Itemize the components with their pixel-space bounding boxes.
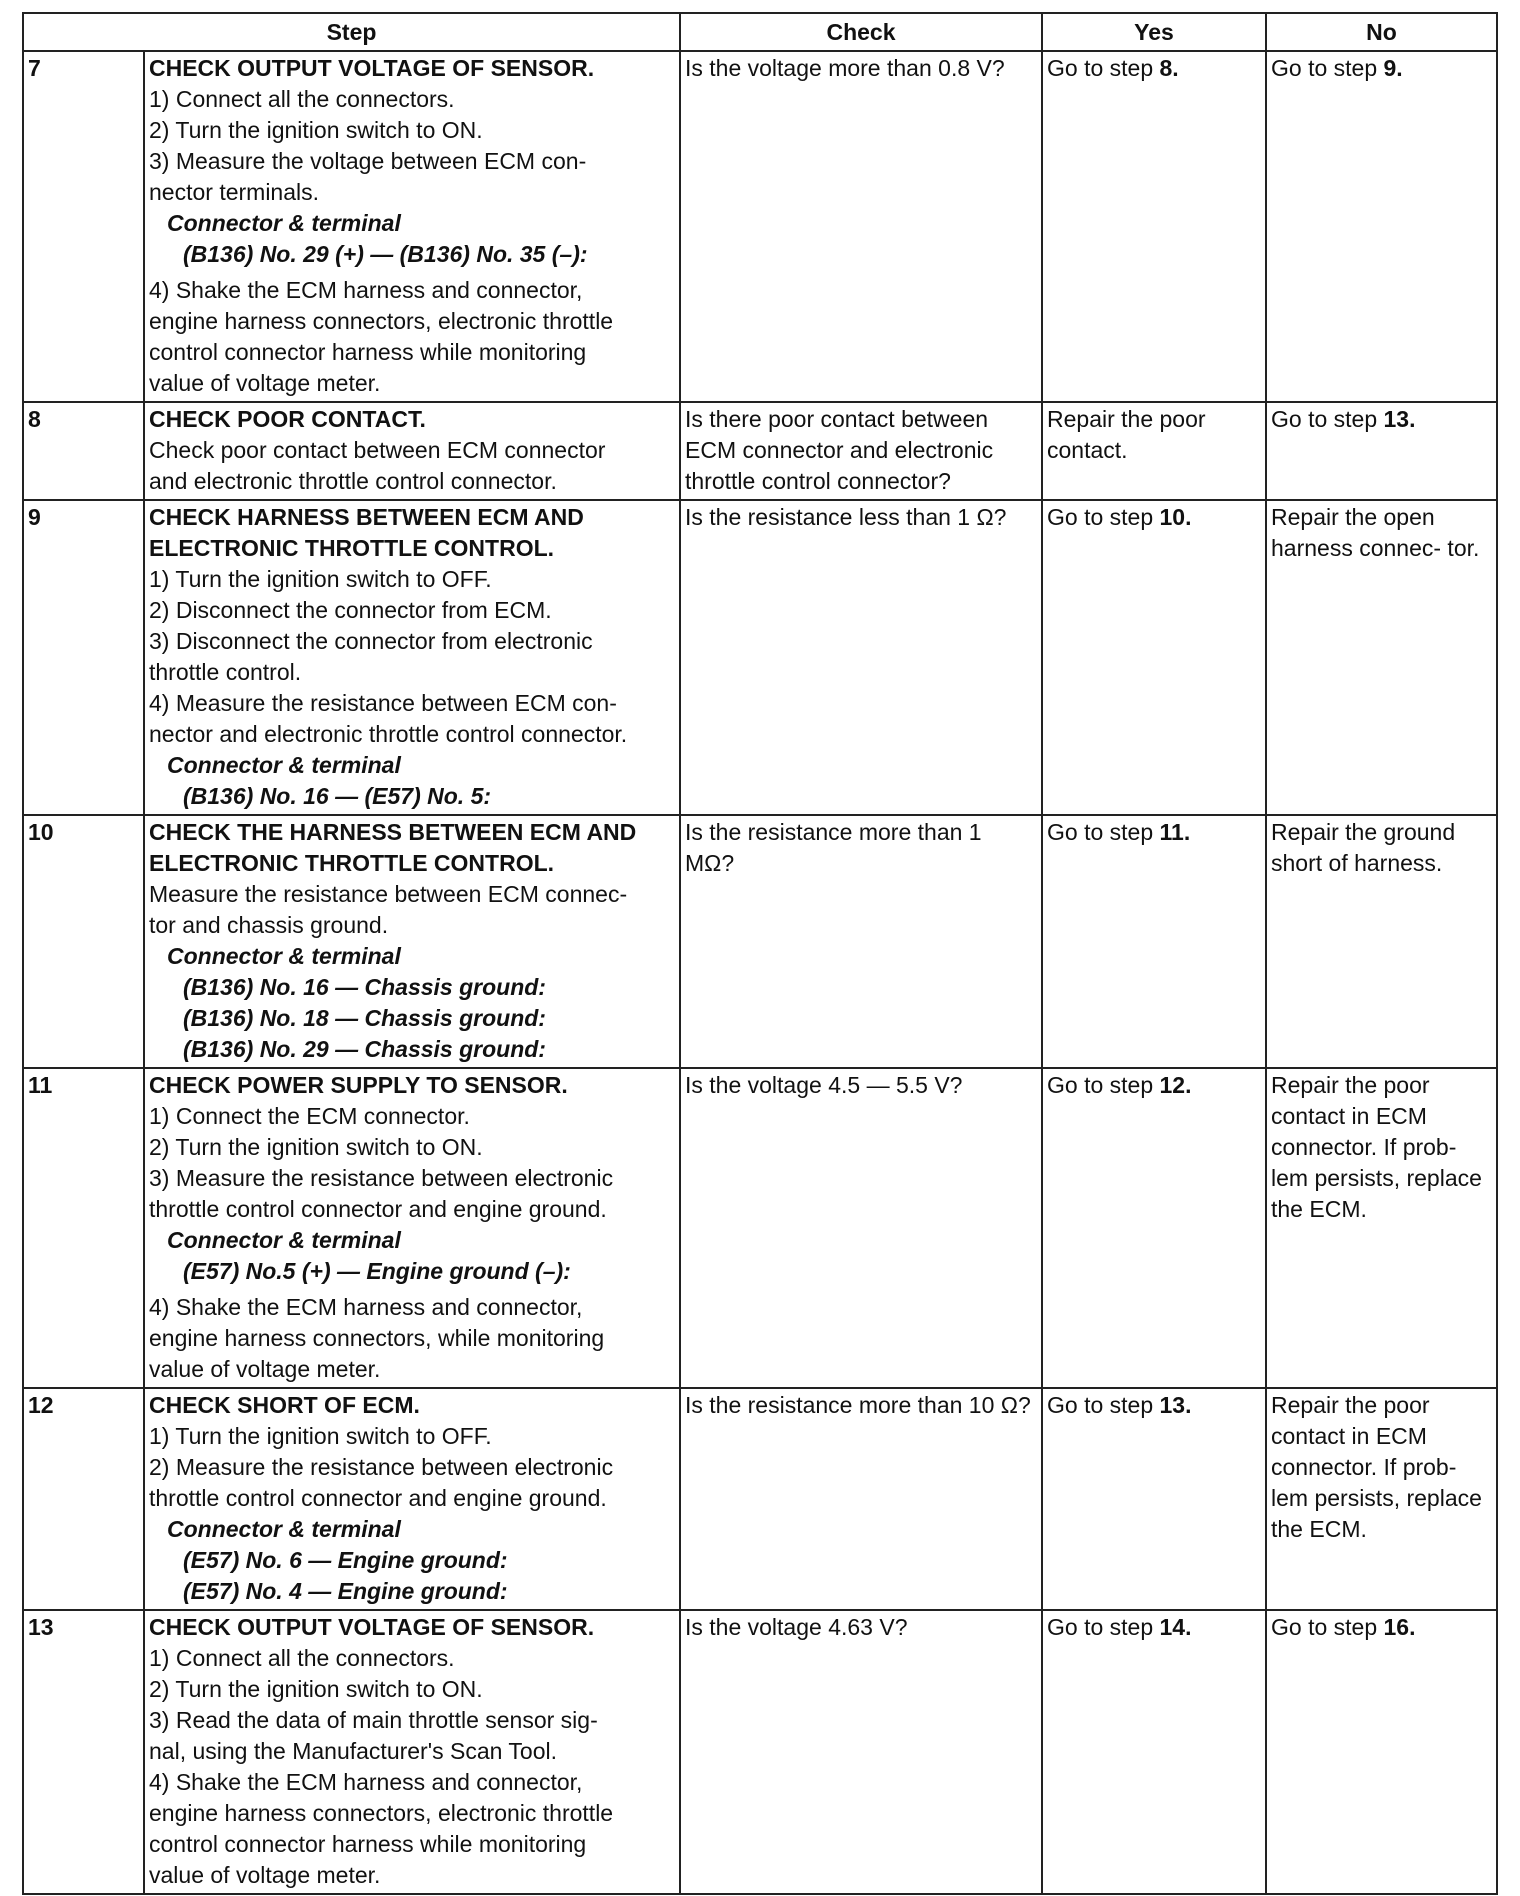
table-row bbox=[23, 51, 1497, 402]
step-instruction: 2) Measure the resistance between electronic bbox=[149, 1454, 614, 1480]
step-description bbox=[144, 1068, 680, 1388]
step-title: CHECK POWER SUPPLY TO SENSOR. bbox=[149, 1072, 568, 1098]
no-prefix: Go to step bbox=[1271, 1614, 1384, 1640]
step-instruction: engine harness connectors, electronic throttle bbox=[149, 1800, 614, 1826]
yes-step-ref: 10. bbox=[1159, 504, 1192, 530]
yes-step-ref: 12. bbox=[1159, 1072, 1192, 1098]
step-instruction: 3) Measure the voltage between ECM con- bbox=[149, 148, 587, 174]
check-question: Is the resistance more than 10 Ω? bbox=[680, 1388, 1042, 1610]
step-instruction: engine harness connectors, while monitoring bbox=[149, 1325, 605, 1351]
header-step: Step bbox=[23, 13, 680, 51]
step-number: 7 bbox=[23, 51, 144, 402]
step-instruction: Check poor contact between ECM connector bbox=[149, 437, 606, 463]
step-instruction: 2) Turn the ignition switch to ON. bbox=[149, 117, 483, 143]
step-instruction: 1) Connect all the connectors. bbox=[149, 1645, 455, 1671]
table-row bbox=[23, 1610, 1497, 1894]
step-number: 8 bbox=[23, 402, 144, 500]
connector-label: Connector & terminal bbox=[167, 210, 401, 236]
step-instruction: 4) Shake the ECM harness and connector, bbox=[149, 1769, 583, 1795]
yes-action bbox=[1042, 1068, 1266, 1388]
table-body bbox=[23, 51, 1497, 1894]
table-row bbox=[23, 1068, 1497, 1388]
step-number: 9 bbox=[23, 500, 144, 815]
step-instruction: 1) Connect all the connectors. bbox=[149, 86, 455, 112]
step-instruction: 3) Disconnect the connector from electronic bbox=[149, 628, 593, 654]
yes-action bbox=[1042, 1388, 1266, 1610]
step-instruction: 4) Measure the resistance between ECM con- bbox=[149, 690, 617, 716]
step-instruction: nector and electronic throttle control connector. bbox=[149, 721, 628, 747]
step-instruction: 2) Turn the ignition switch to ON. bbox=[149, 1676, 483, 1702]
table-row bbox=[23, 1388, 1497, 1610]
step-instruction: nector terminals. bbox=[149, 179, 320, 205]
no-step-ref: 13. bbox=[1383, 406, 1416, 432]
step-instruction: 1) Turn the ignition switch to OFF. bbox=[149, 566, 492, 592]
no-text: Repair the open harness connec- tor. bbox=[1271, 504, 1480, 561]
no-step-ref: 9. bbox=[1383, 55, 1403, 81]
step-number: 10 bbox=[23, 815, 144, 1068]
step-instruction: Measure the resistance between ECM connec- bbox=[149, 881, 628, 907]
yes-text: Repair the poor contact. bbox=[1047, 406, 1206, 463]
connector-terminal: (E57) No.5 (+) — Engine ground (–): bbox=[183, 1258, 571, 1284]
yes-step-ref: 13. bbox=[1159, 1392, 1192, 1418]
yes-prefix: Go to step bbox=[1047, 819, 1160, 845]
step-instruction: throttle control connector and engine ground. bbox=[149, 1485, 607, 1511]
yes-action bbox=[1042, 51, 1266, 402]
check-question: Is the voltage 4.5 — 5.5 V? bbox=[680, 1068, 1042, 1388]
yes-action bbox=[1042, 402, 1266, 500]
check-question: Is there poor contact between ECM connector and electronic throttle control connector? bbox=[680, 402, 1042, 500]
step-instruction: value of voltage meter. bbox=[149, 1356, 381, 1382]
yes-prefix: Go to step bbox=[1047, 504, 1160, 530]
connector-label: Connector & terminal bbox=[167, 752, 401, 778]
connector-terminal: (E57) No. 6 — Engine ground: bbox=[183, 1547, 508, 1573]
no-prefix: Go to step bbox=[1271, 406, 1384, 432]
no-step-ref: 16. bbox=[1383, 1614, 1416, 1640]
no-action bbox=[1266, 51, 1497, 402]
no-action bbox=[1266, 815, 1497, 1068]
step-instruction: throttle control. bbox=[149, 659, 302, 685]
connector-terminal: (B136) No. 29 — Chassis ground: bbox=[183, 1036, 546, 1062]
step-description bbox=[144, 51, 680, 402]
check-question: Is the voltage more than 0.8 V? bbox=[680, 51, 1042, 402]
yes-step-ref: 8. bbox=[1159, 55, 1179, 81]
step-instruction: throttle control connector and engine ground. bbox=[149, 1196, 607, 1222]
connector-terminal: (B136) No. 16 — Chassis ground: bbox=[183, 974, 546, 1000]
no-action bbox=[1266, 1610, 1497, 1894]
table-header bbox=[23, 13, 1497, 51]
step-instruction: engine harness connectors, electronic throttle bbox=[149, 308, 614, 334]
connector-terminal: (B136) No. 29 (+) — (B136) No. 35 (–): bbox=[183, 241, 588, 267]
step-instruction: 2) Disconnect the connector from ECM. bbox=[149, 597, 552, 623]
no-prefix: Go to step bbox=[1271, 55, 1384, 81]
connector-terminal: (B136) No. 16 — (E57) No. 5: bbox=[183, 783, 492, 809]
connector-label: Connector & terminal bbox=[167, 1227, 401, 1253]
step-instruction: 3) Measure the resistance between electronic bbox=[149, 1165, 614, 1191]
step-instruction: 4) Shake the ECM harness and connector, bbox=[149, 1294, 583, 1320]
yes-prefix: Go to step bbox=[1047, 1614, 1160, 1640]
diagnostic-table bbox=[22, 12, 1498, 1895]
step-number: 12 bbox=[23, 1388, 144, 1610]
table-row bbox=[23, 815, 1497, 1068]
step-instruction: 1) Connect the ECM connector. bbox=[149, 1103, 470, 1129]
check-question: Is the resistance less than 1 Ω? bbox=[680, 500, 1042, 815]
table-row bbox=[23, 500, 1497, 815]
step-instruction: control connector harness while monitoring bbox=[149, 339, 587, 365]
connector-label: Connector & terminal bbox=[167, 1516, 401, 1542]
step-description bbox=[144, 815, 680, 1068]
yes-prefix: Go to step bbox=[1047, 55, 1160, 81]
header-no: No bbox=[1266, 13, 1497, 51]
step-instruction: value of voltage meter. bbox=[149, 370, 381, 396]
step-instruction: 4) Shake the ECM harness and connector, bbox=[149, 277, 583, 303]
header-check: Check bbox=[680, 13, 1042, 51]
step-instruction: nal, using the Manufacturer's Scan Tool. bbox=[149, 1738, 557, 1764]
step-description bbox=[144, 402, 680, 500]
step-title: CHECK THE HARNESS BETWEEN ECM AND ELECTRONIC THROTTLE CONTROL. bbox=[149, 819, 637, 876]
no-action bbox=[1266, 1068, 1497, 1388]
step-number: 13 bbox=[23, 1610, 144, 1894]
step-instruction: and electronic throttle control connector. bbox=[149, 468, 557, 494]
step-title: CHECK OUTPUT VOLTAGE OF SENSOR. bbox=[149, 55, 595, 81]
no-action bbox=[1266, 500, 1497, 815]
no-text: Repair the poor contact in ECM connector. If prob- lem persists, replace the ECM. bbox=[1271, 1072, 1482, 1222]
table-row bbox=[23, 402, 1497, 500]
yes-prefix: Go to step bbox=[1047, 1392, 1160, 1418]
step-instruction: 3) Read the data of main throttle sensor sig- bbox=[149, 1707, 598, 1733]
yes-step-ref: 14. bbox=[1159, 1614, 1192, 1640]
no-action bbox=[1266, 1388, 1497, 1610]
yes-step-ref: 11. bbox=[1159, 819, 1191, 845]
step-instruction: tor and chassis ground. bbox=[149, 912, 389, 938]
step-number: 11 bbox=[23, 1068, 144, 1388]
step-description bbox=[144, 1610, 680, 1894]
header-yes: Yes bbox=[1042, 13, 1266, 51]
yes-prefix: Go to step bbox=[1047, 1072, 1160, 1098]
check-question: Is the voltage 4.63 V? bbox=[680, 1610, 1042, 1894]
step-instruction: value of voltage meter. bbox=[149, 1862, 381, 1888]
step-description bbox=[144, 1388, 680, 1610]
step-title: CHECK POOR CONTACT. bbox=[149, 406, 426, 432]
yes-action bbox=[1042, 500, 1266, 815]
yes-action bbox=[1042, 815, 1266, 1068]
connector-terminal: (E57) No. 4 — Engine ground: bbox=[183, 1578, 508, 1604]
no-text: Repair the poor contact in ECM connector. If prob- lem persists, replace the ECM. bbox=[1271, 1392, 1482, 1542]
step-title: CHECK OUTPUT VOLTAGE OF SENSOR. bbox=[149, 1614, 595, 1640]
step-title: CHECK SHORT OF ECM. bbox=[149, 1392, 420, 1418]
step-instruction: 1) Turn the ignition switch to OFF. bbox=[149, 1423, 492, 1449]
no-text: Repair the ground short of harness. bbox=[1271, 819, 1456, 876]
yes-action bbox=[1042, 1610, 1266, 1894]
step-description bbox=[144, 500, 680, 815]
step-title: CHECK HARNESS BETWEEN ECM AND ELECTRONIC THROTTLE CONTROL. bbox=[149, 504, 584, 561]
no-action bbox=[1266, 402, 1497, 500]
connector-terminal: (B136) No. 18 — Chassis ground: bbox=[183, 1005, 546, 1031]
check-question: Is the resistance more than 1 MΩ? bbox=[680, 815, 1042, 1068]
step-instruction: 2) Turn the ignition switch to ON. bbox=[149, 1134, 483, 1160]
step-instruction: control connector harness while monitoring bbox=[149, 1831, 587, 1857]
connector-label: Connector & terminal bbox=[167, 943, 401, 969]
